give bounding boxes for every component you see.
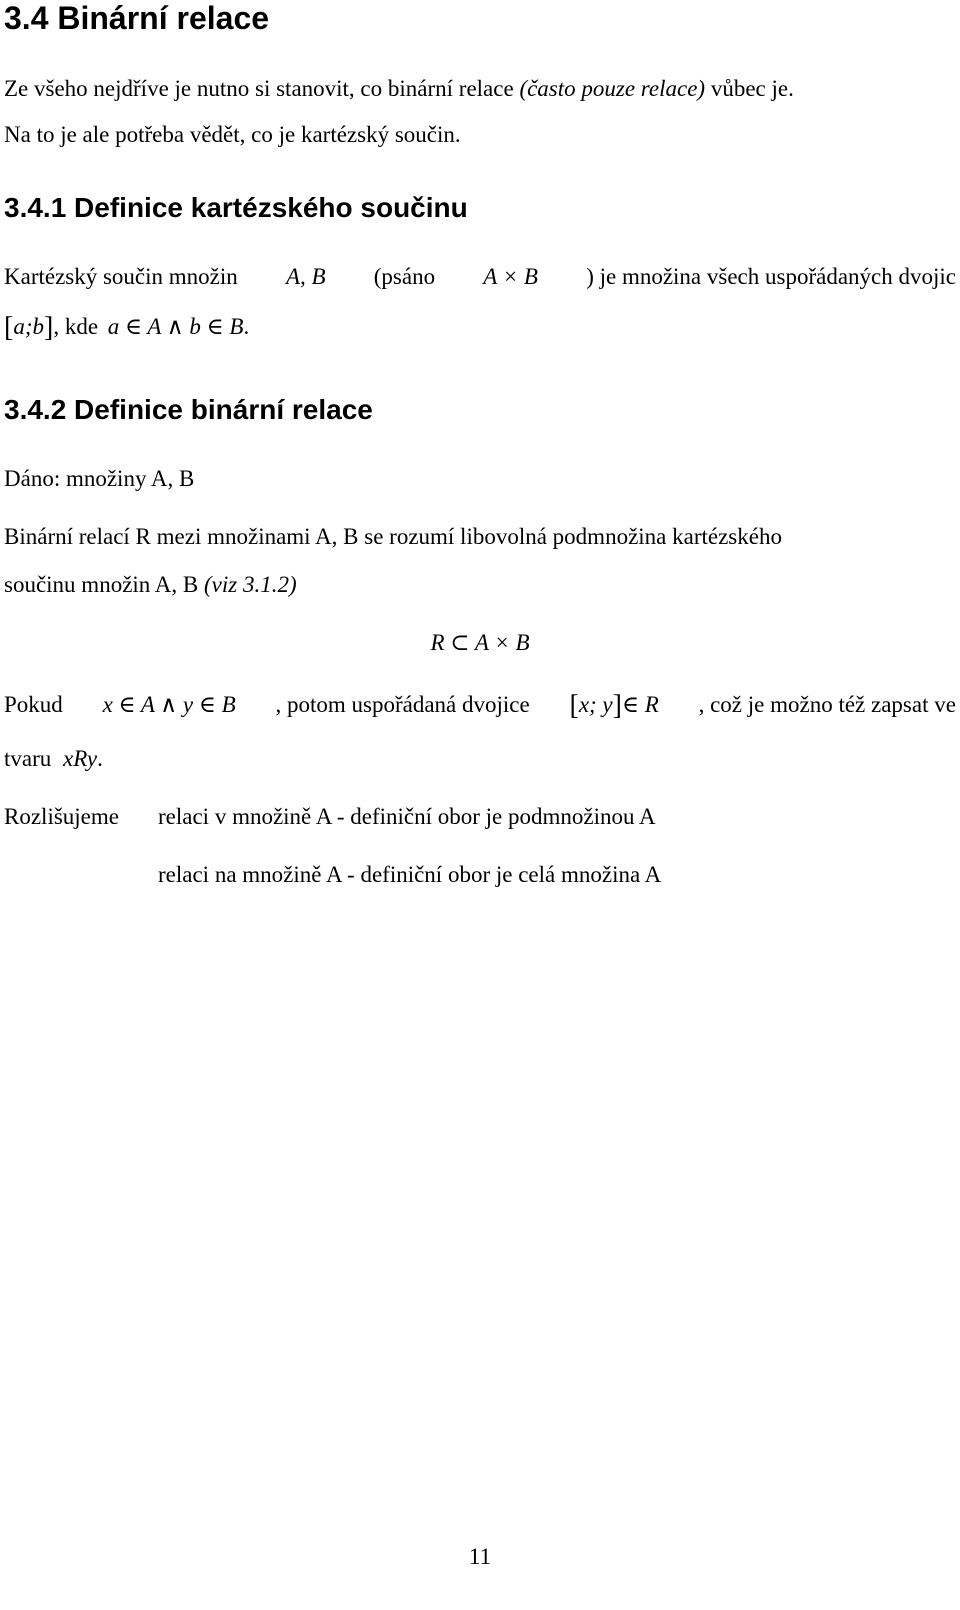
- reference: (viz 3.1.2): [203, 572, 297, 597]
- cartesian-def-rest: ) je množina všech uspořádaných dvojic: [586, 264, 956, 289]
- tvaru-text: tvaru: [4, 746, 52, 771]
- relation-def-line-2: [4, 570, 297, 600]
- rozlisujeme-label: Rozlišujeme: [4, 804, 119, 829]
- pair-xy: x; y: [578, 692, 613, 717]
- kde-text: , kde: [53, 314, 99, 339]
- bracket-close: ]: [44, 312, 54, 343]
- period: .: [243, 314, 250, 339]
- subsection-title-2: 3.4.2 Definice binární relace: [4, 394, 373, 425]
- xry-expression: xRy: [63, 746, 98, 771]
- relation-def-line-1: Binární relací R mezi množinami A, B se rozumí libovolná podmnožina kartézského: [4, 524, 782, 549]
- pokud-text-end: , což je možno též zapsat ve: [698, 692, 956, 717]
- cartesian-def-text: Kartézský součin množin: [4, 264, 238, 289]
- tvaru-line: [4, 744, 103, 774]
- pair-ab: a;b: [13, 314, 44, 339]
- relation-in-set: relaci v množině A - definiční obor je podmnožinou A: [158, 804, 656, 829]
- in-r: ∈ R: [621, 692, 659, 717]
- relation-on-set: relaci na množině A - definiční obor je celá množina A: [158, 862, 662, 887]
- intro-text-end: vůbec je.: [705, 76, 794, 101]
- cartesian-sets: A, B: [285, 264, 326, 289]
- cartesian-def-line-1: [4, 262, 956, 292]
- pokud-line: [4, 690, 956, 721]
- intro-line-2: Na to je ale potřeba vědět, co je kartézský součin.: [4, 122, 461, 147]
- pokud-text: Pokud: [4, 692, 63, 717]
- cartesian-psano: (psáno: [373, 264, 436, 289]
- bracket-open: [: [569, 690, 579, 721]
- relation-formula: R ⊂ A × B: [430, 630, 530, 655]
- subsection-title-1: 3.4.1 Definice kartézského součinu: [4, 192, 468, 223]
- period: .: [97, 746, 103, 771]
- given-line: Dáno: množiny A, B: [4, 466, 195, 491]
- membership-expression: a ∈ A ∧ b ∈ B: [107, 314, 244, 339]
- intro-text: Ze všeho nejdříve je nutno si stanovit, co binární relace: [4, 76, 520, 101]
- page-number: 11: [468, 1544, 492, 1569]
- pokud-pair: [569, 690, 658, 721]
- relation-def-text: součinu množin A, B: [4, 572, 204, 597]
- intro-emphasis: (často pouze relace): [519, 76, 706, 101]
- bracket-close: ]: [612, 690, 622, 721]
- section-title: 3.4 Binární relace: [4, 0, 270, 36]
- cartesian-expression: A × B: [483, 264, 538, 289]
- intro-line-1: [4, 74, 794, 104]
- cartesian-def-line-2: [4, 312, 249, 343]
- pokud-expression: x ∈ A ∧ y ∈ B: [102, 692, 236, 717]
- bracket-open: [: [4, 312, 14, 343]
- pokud-text-mid: , potom uspořádaná dvojice: [275, 692, 530, 717]
